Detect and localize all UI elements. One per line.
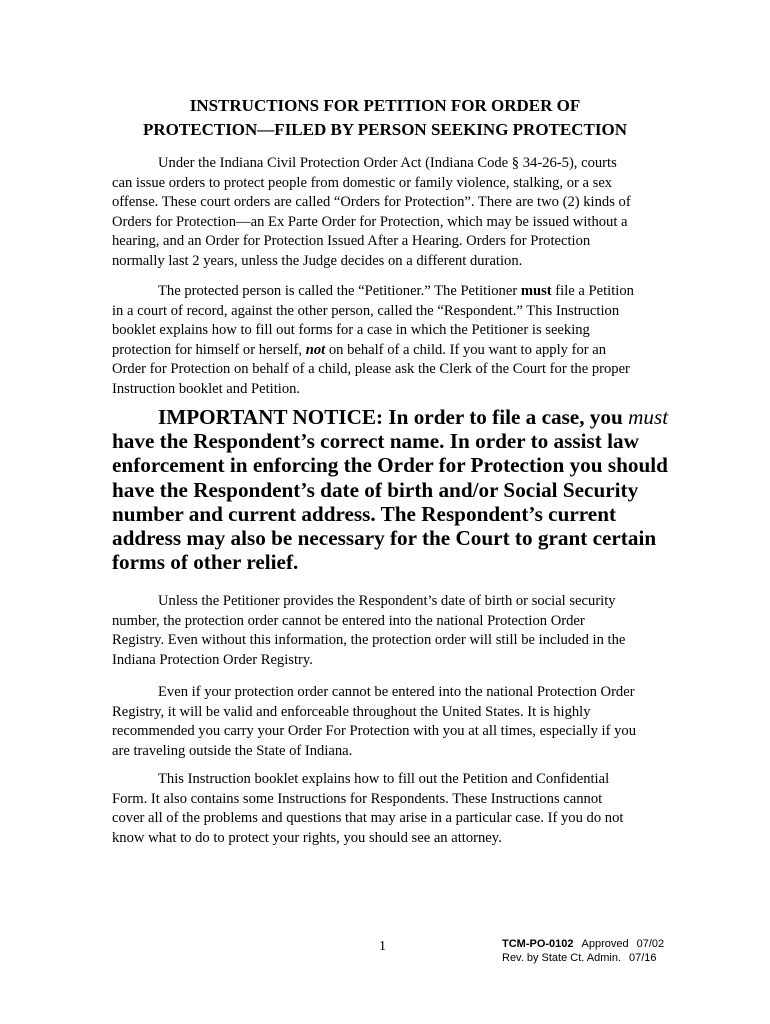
notice-line: have the Respondent’s date of birth and/or Social Security: [112, 477, 639, 502]
notice-line: [112, 405, 672, 429]
emphasis-must: must: [520, 283, 552, 299]
important-notice: [112, 405, 672, 574]
document-title: [112, 94, 658, 142]
form-revision-row: [502, 951, 664, 965]
text-line: Even if your protection order cannot be entered into the national Protection Order: [158, 684, 635, 700]
text-line: Form. It also contains some Instructions for Respondents. These Instructions cannot: [112, 790, 603, 807]
text-line: number, the protection order cannot be entered into the national Protection Order: [112, 612, 585, 629]
text-line: This Instruction booklet explains how to fill out the Petition and Confidential: [158, 771, 610, 787]
notice-line: forms of other relief.: [112, 550, 299, 575]
text-line: Order for Protection on behalf of a child, please ask the Clerk of the Court for the proper: [112, 361, 630, 377]
form-identifier: [502, 937, 664, 965]
text-run: on behalf of a child. If you want to apply for an: [325, 341, 607, 358]
title-line: PROTECTION—FILED BY PERSON SEEKING PROTECTION: [143, 120, 627, 139]
text-line: Indiana Protection Order Registry.: [112, 651, 313, 668]
text-run: The protected person is called the “Petitioner.” The Petitioner: [158, 283, 521, 299]
approved-label: Approved: [581, 938, 629, 950]
validity-paragraph: [112, 683, 658, 761]
text-line: know what to do to protect your rights, you should see an attorney.: [112, 829, 502, 846]
text-line: Unless the Petitioner provides the Respondent’s date of birth or social security: [158, 593, 616, 609]
text-line: hearing, and an Order for Protection Issued After a Hearing. Orders for Protection: [112, 233, 591, 249]
text-line: in a court of record, against the other person, called the “Respondent.” This Instruction: [112, 302, 620, 319]
text-run: file a Petition: [551, 283, 634, 299]
title-line: INSTRUCTIONS FOR PETITION FOR ORDER OF: [189, 96, 581, 115]
text-line: normally last 2 years, unless the Judge decides on a different duration.: [112, 252, 523, 269]
emphasis-not: not: [305, 341, 326, 358]
page-number: 1: [379, 939, 386, 954]
form-approval-row: [502, 937, 664, 951]
text-line: Instruction booklet and Petition.: [112, 380, 301, 397]
booklet-paragraph: [112, 770, 658, 848]
text-line: recommended you carry your Order For Protection with you at all times, especially if you: [112, 723, 637, 739]
text-line: can issue orders to protect people from domestic or family violence, stalking, or a sex: [112, 174, 613, 191]
text-line: [112, 341, 658, 361]
notice-line: address may also be necessary for the Court to grant certain: [112, 526, 657, 551]
emphasis-must: must: [628, 405, 669, 429]
notice-line: enforcement in enforcing the Order for Protection you should: [112, 453, 668, 478]
text-line: Under the Indiana Civil Protection Order Act (Indiana Code § 34-26-5), courts: [158, 155, 617, 171]
petitioner-paragraph: [112, 282, 658, 399]
approved-date: 07/02: [636, 938, 665, 950]
intro-paragraph: [112, 154, 658, 271]
text-line: cover all of the problems and questions that may arise in a particular case. If you do not: [112, 810, 624, 826]
revised-label: Rev. by State Ct. Admin.: [502, 952, 622, 964]
registry-paragraph: [112, 592, 658, 670]
notice-line: have the Respondent’s correct name. In order to assist law: [112, 429, 639, 454]
text-line: Registry, it will be valid and enforceable throughout the United States. It is highly: [112, 703, 591, 720]
text-line: [112, 282, 658, 302]
text-line: Registry. Even without this information, the protection order will still be included in the: [112, 632, 626, 648]
text-line: offense. These court orders are called “Orders for Protection”. There are two (2) kinds of: [112, 194, 631, 210]
notice-line: number and current address. The Respondent’s current: [112, 501, 617, 526]
form-code: TCM-PO-0102: [502, 938, 574, 950]
notice-run: IMPORTANT NOTICE: In order to file a case, you: [158, 405, 629, 429]
text-run: protection for himself or herself,: [112, 341, 306, 358]
revised-date: 07/16: [629, 952, 657, 964]
text-line: Orders for Protection—an Ex Parte Order for Protection, which may be issued without a: [112, 213, 628, 230]
text-line: booklet explains how to fill out forms for a case in which the Petitioner is seeking: [112, 322, 590, 338]
text-line: are traveling outside the State of Indiana.: [112, 742, 353, 759]
